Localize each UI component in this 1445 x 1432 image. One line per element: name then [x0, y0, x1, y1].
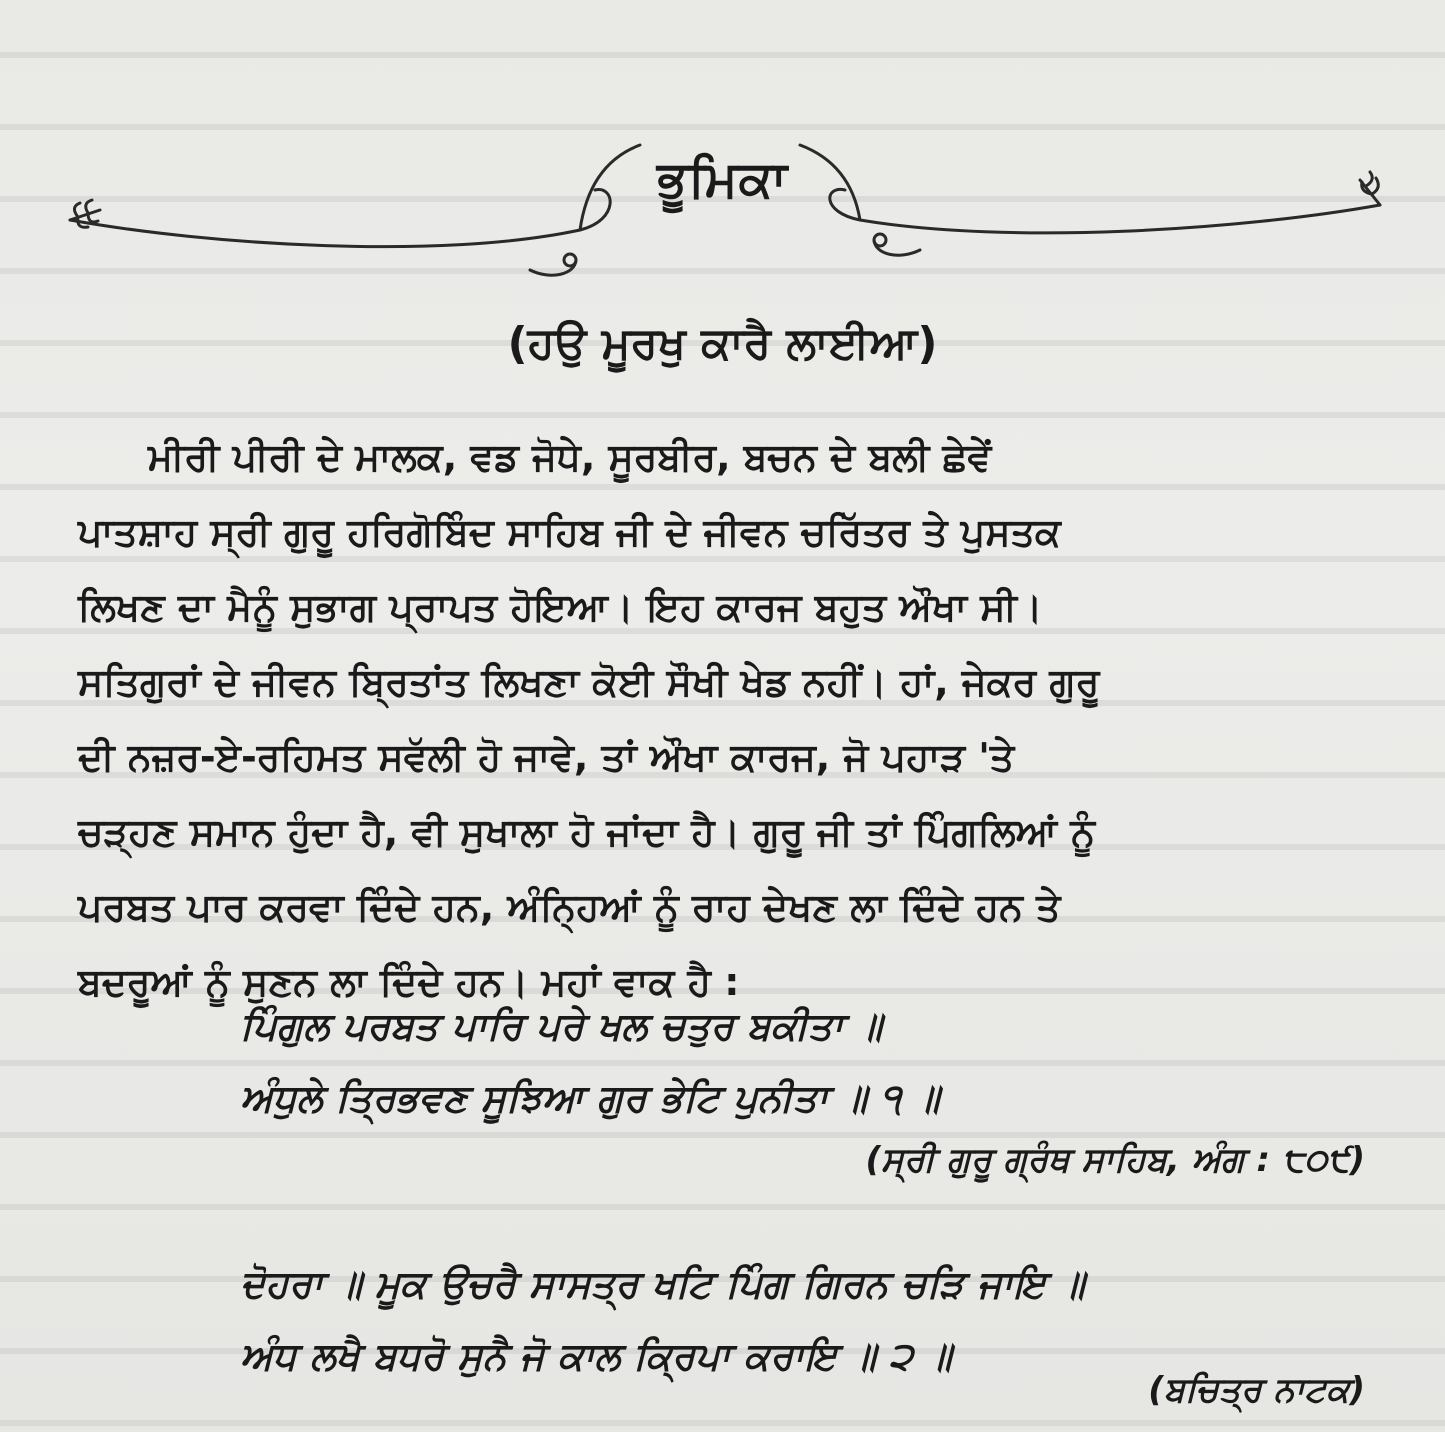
- paragraph-line: ਦੀ ਨਜ਼ਰ-ਏ-ਰਹਿਮਤ ਸਵੱਲੀ ਹੋ ਜਾਵੇ, ਤਾਂ ਔਖਾ ਕਾਰਜ, ਜੋ ਪਹਾੜ 'ਤੇ: [78, 735, 1015, 779]
- chapter-subheading: (ਹਉ ਮੂਰਖੁ ਕਾਰੈ ਲਾਈਆ): [507, 318, 938, 369]
- dohra-citation: (ਬਚਿਤ੍ਰ ਨਾਟਕ): [1148, 1370, 1365, 1410]
- quote-citation: (ਸ੍ਰੀ ਗੁਰੂ ਗ੍ਰੰਥ ਸਾਹਿਬ, ਅੰਗ : ੮੦੯): [865, 1140, 1365, 1180]
- scripture-quote: [240, 990, 1340, 1134]
- paragraph-line: ਪਰਬਤ ਪਾਰ ਕਰਵਾ ਦਿੰਦੇ ਹਨ, ਅੰਨ੍ਹਿਆਂ ਨੂੰ ਰਾਹ ਦੇਖਣ ਲਾ ਦਿੰਦੇ ਹਨ ਤੇ: [78, 885, 1061, 929]
- body-paragraph: [78, 420, 1368, 1020]
- paragraph-line: ਲਿਖਣ ਦਾ ਮੈਨੂੰ ਸੁਭਾਗ ਪ੍ਰਾਪਤ ਹੋਇਆ। ਇਹ ਕਾਰਜ ਬਹੁਤ ਔਖਾ ਸੀ।: [78, 585, 1043, 629]
- paragraph-line: ਬਦਰੂਆਂ ਨੂੰ ਸੁਣਨ ਲਾ ਦਿੰਦੇ ਹਨ। ਮਹਾਂ ਵਾਕ ਹੈ :: [78, 960, 740, 1004]
- paragraph-line: ਮੀਰੀ ਪੀਰੀ ਦੇ ਮਾਲਕ, ਵਡ ਜੋਧੇ, ਸੂਰਬੀਰ, ਬਚਨ ਦੇ ਬਲੀ ਛੇਵੇਂ: [148, 435, 992, 479]
- paragraph-line: ਪਾਤਸ਼ਾਹ ਸ੍ਰੀ ਗੁਰੂ ਹਰਿਗੋਬਿੰਦ ਸਾਹਿਬ ਜੀ ਦੇ ਜੀਵਨ ਚਰਿੱਤਰ ਤੇ ਪੁਸਤਕ: [78, 510, 1061, 554]
- quote-line: ਅੰਧੁਲੇ ਤ੍ਰਿਭਵਣ ਸੂਝਿਆ ਗੁਰ ਭੇਟਿ ਪੁਨੀਤਾ ॥ ੧ ॥: [240, 1076, 940, 1120]
- chapter-heading: ਭੂਮਿਕਾ: [656, 150, 789, 208]
- quote-line: ਪਿੰਗੁਲ ਪਰਬਤ ਪਾਰਿ ਪਰੇ ਖਲ ਚਤੁਰ ਬਕੀਤਾ ॥: [240, 1004, 882, 1048]
- paragraph-line: ਚੜ੍ਹਣ ਸਮਾਨ ਹੁੰਦਾ ਹੈ, ਵੀ ਸੁਖਾਲਾ ਹੋ ਜਾਂਦਾ ਹੈ। ਗੁਰੂ ਜੀ ਤਾਂ ਪਿੰਗਲਿਆਂ ਨੂੰ: [78, 810, 1096, 854]
- paragraph-line: ਸਤਿਗੁਰਾਂ ਦੇ ਜੀਵਨ ਬ੍ਰਿਤਾਂਤ ਲਿਖਣਾ ਕੋਈ ਸੌਖੀ ਖੇਡ ਨਹੀਂ। ਹਾਂ, ਜੇਕਰ ਗੁਰੂ: [78, 660, 1100, 704]
- quote-line: ਦੋਹਰਾ ॥ ਮੂਕ ਉਚਰੈ ਸਾਸਤ੍ਰ ਖਟਿ ਪਿੰਗ ਗਿਰਨ ਚੜਿ ਜਾਇ ॥: [240, 1262, 1085, 1306]
- quote-line: ਅੰਧ ਲਖੈ ਬਧਰੋ ਸੁਨੈ ਜੋ ਕਾਲ ਕ੍ਰਿਪਾ ਕਰਾਇ ॥ ੨ ॥: [240, 1334, 952, 1378]
